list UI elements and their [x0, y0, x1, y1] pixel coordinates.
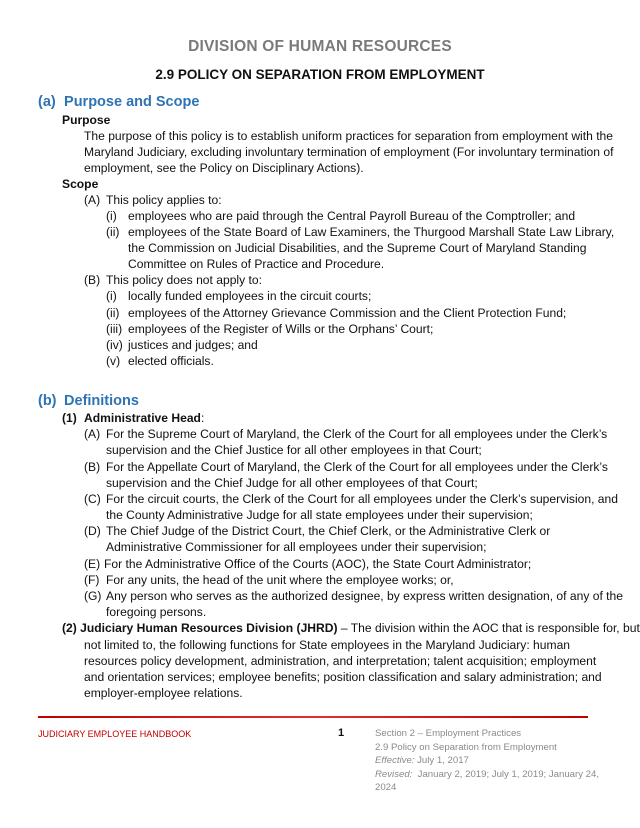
- scope-b-text: This policy does not apply to:: [106, 273, 262, 287]
- section-b-label: (b): [38, 393, 57, 409]
- definition-1-term-text: Administrative Head: [84, 411, 201, 425]
- list-item: locally funded employees in the circuit courts;: [128, 289, 372, 303]
- list-item: For the Appellate Court of Maryland, the Clerk of the Court for all employees under the Clerk’s: [106, 460, 608, 474]
- list-marker: (G): [84, 589, 102, 603]
- definition-1-colon: :: [200, 411, 205, 425]
- list-marker: (iv): [106, 338, 123, 352]
- definition-2-first-line: [62, 620, 640, 636]
- list-item: employees of the State Board of Law Examiners, the Thurgood Marshall State Law Library,: [128, 225, 615, 239]
- footer-section-info: [375, 727, 599, 795]
- policy-title: 2.9 POLICY ON SEPARATION FROM EMPLOYMENT: [155, 67, 485, 82]
- purpose-heading: Purpose: [62, 113, 111, 127]
- footer-policy: 2.9 Policy on Separation from Employment: [375, 741, 557, 753]
- page-number: 1: [338, 727, 345, 739]
- list-marker: (i): [106, 289, 117, 303]
- footer-section: Section 2 – Employment Practices: [375, 728, 522, 739]
- list-item: supervision and the Chief Justice for all other employees in that Court;: [106, 443, 482, 457]
- list-item: the Commission on Judicial Disabilities, and the Supreme Court of Maryland Standing: [128, 241, 587, 255]
- list-item: The Chief Judge of the District Court, the Chief Clerk, or the Administrative Clerk or: [106, 524, 551, 538]
- list-item: elected officials.: [128, 354, 214, 368]
- definition-2-line: not limited to, the following functions for State employees in the Maryland Judiciary: human: [84, 638, 571, 652]
- footer-handbook-title: JUDICIARY EMPLOYEE HANDBOOK: [38, 729, 192, 739]
- footer-revised: [375, 768, 599, 782]
- footer-effective-date: July 1, 2017: [414, 755, 469, 767]
- list-item: For the Supreme Court of Maryland, the Clerk of the Court for all employees under the Clerk’s: [106, 427, 608, 441]
- footer-revised-dates-cont: 2024: [375, 782, 397, 794]
- definition-2-term: (2) Judiciary Human Resources Division (JHRD): [62, 621, 338, 635]
- section-a-heading: [38, 94, 199, 110]
- scope-a-text: This policy applies to:: [106, 193, 222, 207]
- definition-2-text: – The division within the AOC that is responsible for, but: [337, 621, 640, 635]
- definition-2-line: resources policy development, administration, and interpretation; talent acquisition; employment: [84, 654, 597, 668]
- definition-2-line: and orientation services; employee benefits; position classification and salary administration; and: [84, 670, 602, 684]
- list-item: foregoing persons.: [106, 605, 207, 619]
- section-a-title: Purpose and Scope: [64, 94, 200, 110]
- division-title: DIVISION OF HUMAN RESOURCES: [188, 38, 452, 55]
- section-a-label: (a): [38, 94, 56, 110]
- purpose-line: The purpose of this policy is to establish uniform practices for separation from employment with the: [84, 129, 614, 143]
- list-marker: (C): [84, 492, 101, 506]
- list-item: employees who are paid through the Central Payroll Bureau of the Comptroller; and: [128, 209, 576, 223]
- list-item: Any person who serves as the authorized designee, by express written designation, of any of the: [106, 589, 623, 603]
- footer-effective-label: Effective:: [375, 755, 415, 767]
- purpose-line: employment, see the Policy on Disciplinary Actions).: [84, 161, 364, 175]
- list-marker: (ii): [106, 306, 120, 320]
- footer-revised-label: Revised:: [375, 768, 413, 780]
- footer-revised-dates: January 2, 2019; July 1, 2019; January 24,: [412, 768, 599, 780]
- scope-a-marker: (A): [84, 193, 101, 207]
- definition-1-term: [84, 410, 204, 426]
- list-marker: (B): [84, 460, 101, 474]
- list-marker: (ii): [106, 225, 120, 239]
- purpose-line: Maryland Judiciary, excluding involuntary termination of employment (For involuntary termination of: [84, 145, 614, 159]
- section-b-title: Definitions: [64, 393, 139, 409]
- list-marker: (D): [84, 524, 101, 538]
- list-marker: (v): [106, 354, 121, 368]
- list-marker: (iii): [106, 322, 123, 336]
- list-item: employees of the Register of Wills or the Orphans’ Court;: [128, 322, 434, 336]
- definition-1-marker: (1): [62, 411, 77, 425]
- definition-2-line: employer-employee relations.: [84, 686, 243, 700]
- scope-heading: Scope: [62, 177, 99, 191]
- list-item: justices and judges; and: [128, 338, 258, 352]
- scope-b-marker: (B): [84, 273, 101, 287]
- list-item: Committee on Rules of Practice and Procedure.: [128, 257, 385, 271]
- list-marker: (i): [106, 209, 117, 223]
- list-item: For any units, the head of the unit where the employee works; or,: [106, 573, 454, 587]
- section-b-heading: [38, 393, 139, 409]
- list-marker: (F): [84, 573, 100, 587]
- footer-effective: [375, 754, 599, 768]
- list-marker: (A): [84, 427, 101, 441]
- list-item: Administrative Commissioner for all employees under their supervision;: [106, 540, 487, 554]
- list-item: supervision and the Chief Judge for all other employees of that Court;: [106, 476, 478, 490]
- list-marker: (E): [84, 557, 101, 571]
- footer-divider: [38, 716, 588, 718]
- list-item: employees of the Attorney Grievance Commission and the Client Protection Fund;: [128, 306, 567, 320]
- list-item: For the circuit courts, the Clerk of the Court for all employees under the Clerk’s supervision, and: [106, 492, 618, 506]
- list-item: For the Administrative Office of the Courts (AOC), the State Court Administrator;: [104, 557, 532, 571]
- list-item: the County Administrative Judge for all state employees under their supervision;: [106, 508, 533, 522]
